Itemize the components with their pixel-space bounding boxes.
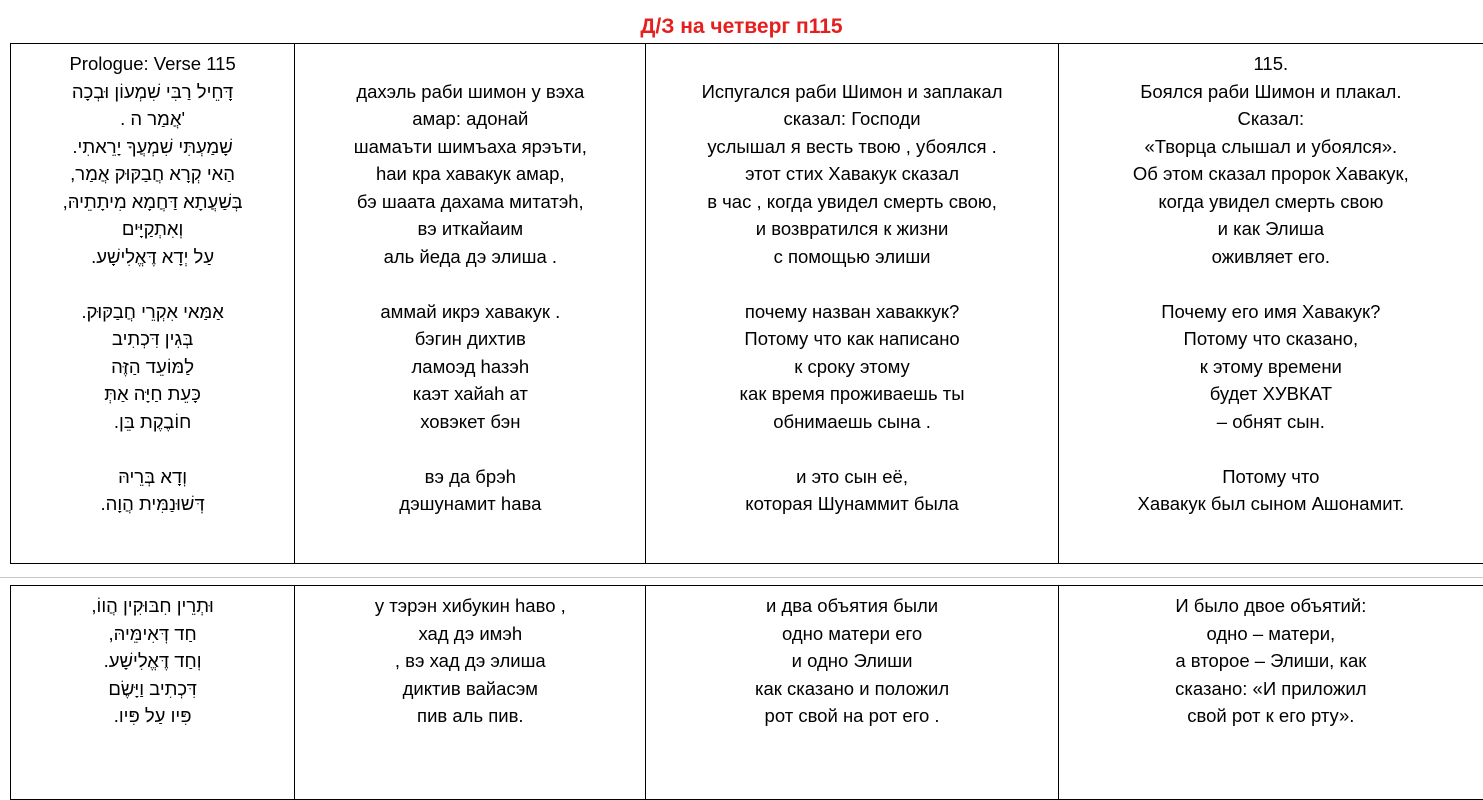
literal-translation-line: к сроку этому [646,353,1057,381]
hebrew-line: וּתְרֵין חִבּוּקִין הֲווֹ, [11,592,294,620]
hebrew-line [11,435,294,463]
transliteration-line: ховэкет бэн [295,408,645,436]
literal-translation-cell [646,586,1058,800]
literal-translation-line: как сказано и положил [646,675,1057,703]
translation-line: Сказал: [1059,105,1483,133]
hebrew-line: וְאִתְקַיָּים [11,215,294,243]
translation-line: И было двое объятий: [1059,592,1483,620]
transliteration-line: бэ шаата дахама митатэh, [295,188,645,216]
verse-table-top [10,43,1483,564]
transliteration-line [295,270,645,298]
transliteration-line: хад дэ имэh [295,620,645,648]
translation-line: – обнят сын. [1059,408,1483,436]
transliteration-cell [295,586,646,800]
translation-line: Потому что [1059,463,1483,491]
transliteration-line: , вэ хад дэ элиша [295,647,645,675]
transliteration-line: диктив вайасэм [295,675,645,703]
literal-translation-line: рот свой на рот его . [646,702,1057,730]
literal-translation-line: которая Шунаммит была [646,490,1057,518]
translation-line: Хавакук был сыном Ашонамит. [1059,490,1483,518]
transliteration-line: вэ да брэh [295,463,645,491]
literal-translation-line: одно матери его [646,620,1057,648]
translation-line: оживляет его. [1059,243,1483,271]
literal-translation-line: как время проживаешь ты [646,380,1057,408]
translation-line: сказано: «И приложил [1059,675,1483,703]
hebrew-line: כָּעֵת חַיָּה אַתְּ [11,380,294,408]
literal-translation-line: и одно Элиши [646,647,1057,675]
literal-translation-line: почему назван хаваккук? [646,298,1057,326]
literal-translation-line: сказал: Господи [646,105,1057,133]
transliteration-line: каэт хайаh ат [295,380,645,408]
transliteration-line [295,435,645,463]
translation-line [1059,270,1483,298]
transliteration-line: пив аль пив. [295,702,645,730]
literal-translation-line: этот стих Хавакук сказал [646,160,1057,188]
literal-translation-line: Испугался раби Шимон и заплакал [646,78,1057,106]
literal-translation-line: с помощью элиши [646,243,1057,271]
hebrew-line: בְּשַׁעֲתָא דַּחֲמָא מִיתָתֵיהּ, [11,188,294,216]
hebrew-line: עַל יְדָא דֶּאֱלִישָׁע. [11,243,294,271]
hebrew-line: בְּגִין דִּכְתִיב [11,325,294,353]
translation-line: Об этом сказал пророк Хавакук, [1059,160,1483,188]
table-row [11,586,1483,800]
section-divider [0,577,1483,578]
translation-line: а второе – Элиши, как [1059,647,1483,675]
translation-cell [1058,586,1483,800]
translation-line: «Творца слышал и убоялся». [1059,133,1483,161]
hebrew-line: דִּכְתִיב וַיָּשֶׂם [11,675,294,703]
literal-translation-line: в час , когда увидел смерть свою, [646,188,1057,216]
transliteration-line: ламоэд hазэh [295,353,645,381]
literal-translation-cell [646,44,1058,564]
hebrew-line: דָּחֵיל רַבִּי שִׁמְעוֹן וּבְכָה [11,78,294,106]
transliteration-line: аммай икрэ хавакук . [295,298,645,326]
transliteration-line: амар: адонай [295,105,645,133]
transliteration-line: у тэрэн хибукин hаво , [295,592,645,620]
hebrew-cell [11,44,295,564]
transliteration-line: шамаъти шимъаха ярэъти, [295,133,645,161]
hebrew-line: וְדָא בְּרֵיהּ [11,463,294,491]
translation-line: одно – матери, [1059,620,1483,648]
hebrew-line [11,270,294,298]
transliteration-line: дэшунамит hава [295,490,645,518]
transliteration-cell [295,44,646,564]
transliteration-line: бэгин дихтив [295,325,645,353]
table-row [11,44,1483,564]
literal-translation-line: и возвратился к жизни [646,215,1057,243]
literal-translation-line: и два объятия были [646,592,1057,620]
literal-translation-line: и это сын её, [646,463,1057,491]
translation-cell [1058,44,1483,564]
translation-line [1059,435,1483,463]
hebrew-line: הַאי קְרָא חֲבַקּוּק אֲמַר, [11,160,294,188]
literal-translation-line: обнимаешь сына . [646,408,1057,436]
page-title: Д/З на четверг п115 [0,13,1483,41]
hebrew-line: 'אֲמַר ה . [11,105,294,133]
verse-table-bottom [10,585,1483,800]
translation-line: Потому что сказано, [1059,325,1483,353]
hebrew-line: חוֹבֶקֶת בֵּן. [11,408,294,436]
transliteration-line: аль йеда дэ элиша . [295,243,645,271]
hebrew-line: פִּיו עַל פִּיו. [11,702,294,730]
translation-line: к этому времени [1059,353,1483,381]
hebrew-cell [11,586,295,800]
translation-line: будет ХУВКАТ [1059,380,1483,408]
literal-translation-line [646,270,1057,298]
translation-line: Почему его имя Хавакук? [1059,298,1483,326]
literal-translation-line: услышал я весть твою , убоялся . [646,133,1057,161]
hebrew-line: דְּשׁוּנַמִּית הֲוָה. [11,490,294,518]
hebrew-line: שָׁמַעְתִּי שִׁמְעֲךָ יָרֵאתִי. [11,133,294,161]
transliteration-line: дахэль раби шимон у вэха [295,78,645,106]
hebrew-line: לַמּוֹעֵד הַזֶּה [11,353,294,381]
paragraph-number: 115. [1059,50,1483,78]
literal-translation-line: Потому что как написано [646,325,1057,353]
translation-line: когда увидел смерть свою [1059,188,1483,216]
hebrew-line: חַד דְּאִימֵּיהּ, [11,620,294,648]
translation-line: Боялся раби Шимон и плакал. [1059,78,1483,106]
translation-line: свой рот к его рту». [1059,702,1483,730]
hebrew-line: וְחַד דֶּאֱלִישָׁע. [11,647,294,675]
literal-translation-line [646,435,1057,463]
hebrew-line: אַמַּאי אִקְרֵי חֲבַקּוּק. [11,298,294,326]
verse-heading: Prologue: Verse 115 [11,50,294,78]
transliteration-line: вэ иткайаим [295,215,645,243]
transliteration-line: hаи кра хавакук амар, [295,160,645,188]
translation-line: и как Элиша [1059,215,1483,243]
